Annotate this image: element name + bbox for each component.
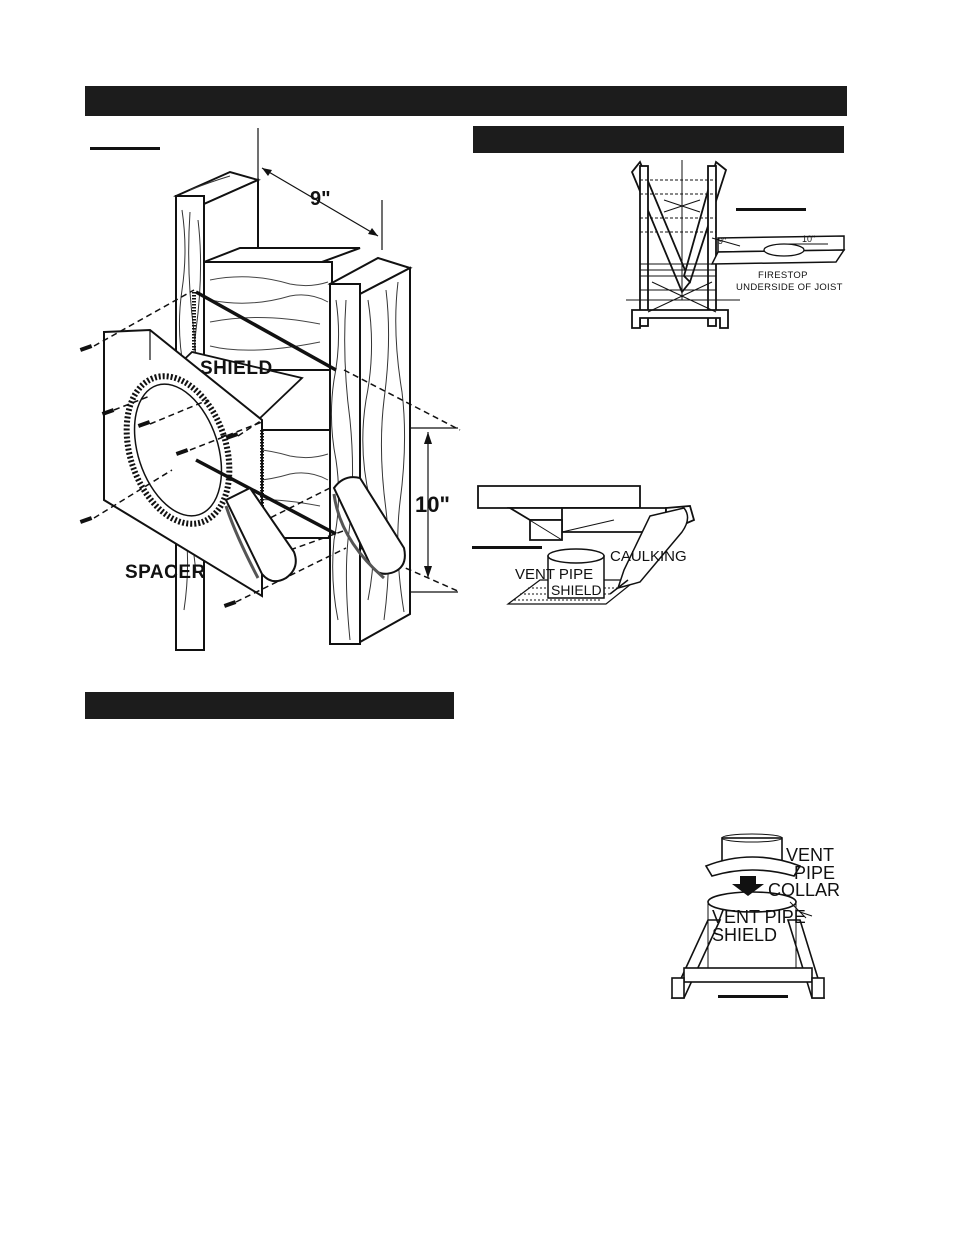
wall-dim-width-label: 9" [310,188,331,210]
collar-label-pipe: PIPE [794,863,836,883]
shield-label: SHIELD [200,358,273,379]
figure-caption-rule-4 [718,995,788,998]
wall-dim-height-label: 10" [415,492,450,517]
vent-pipe-label: VENT PIPE [515,566,594,583]
caulking-label: CAULKING [610,548,687,565]
collar-label-vent: VENT [786,845,835,865]
firestop-label-line2: UNDERSIDE OF JOIST [736,282,843,293]
collar-label-vent-pipe: VENT PIPE [712,907,806,927]
firestop-dim-9-label: 9" [718,236,727,246]
collar-label-shield: SHIELD [712,925,778,945]
firestop-label-line1: FIRESTOP [758,270,808,281]
collar-label-collar: COLLAR [768,880,841,900]
caulking-shield-label: SHIELD [551,582,602,598]
spacer-label: SPACER [125,562,206,583]
firestop-dim-10-label: 10" [802,234,816,244]
